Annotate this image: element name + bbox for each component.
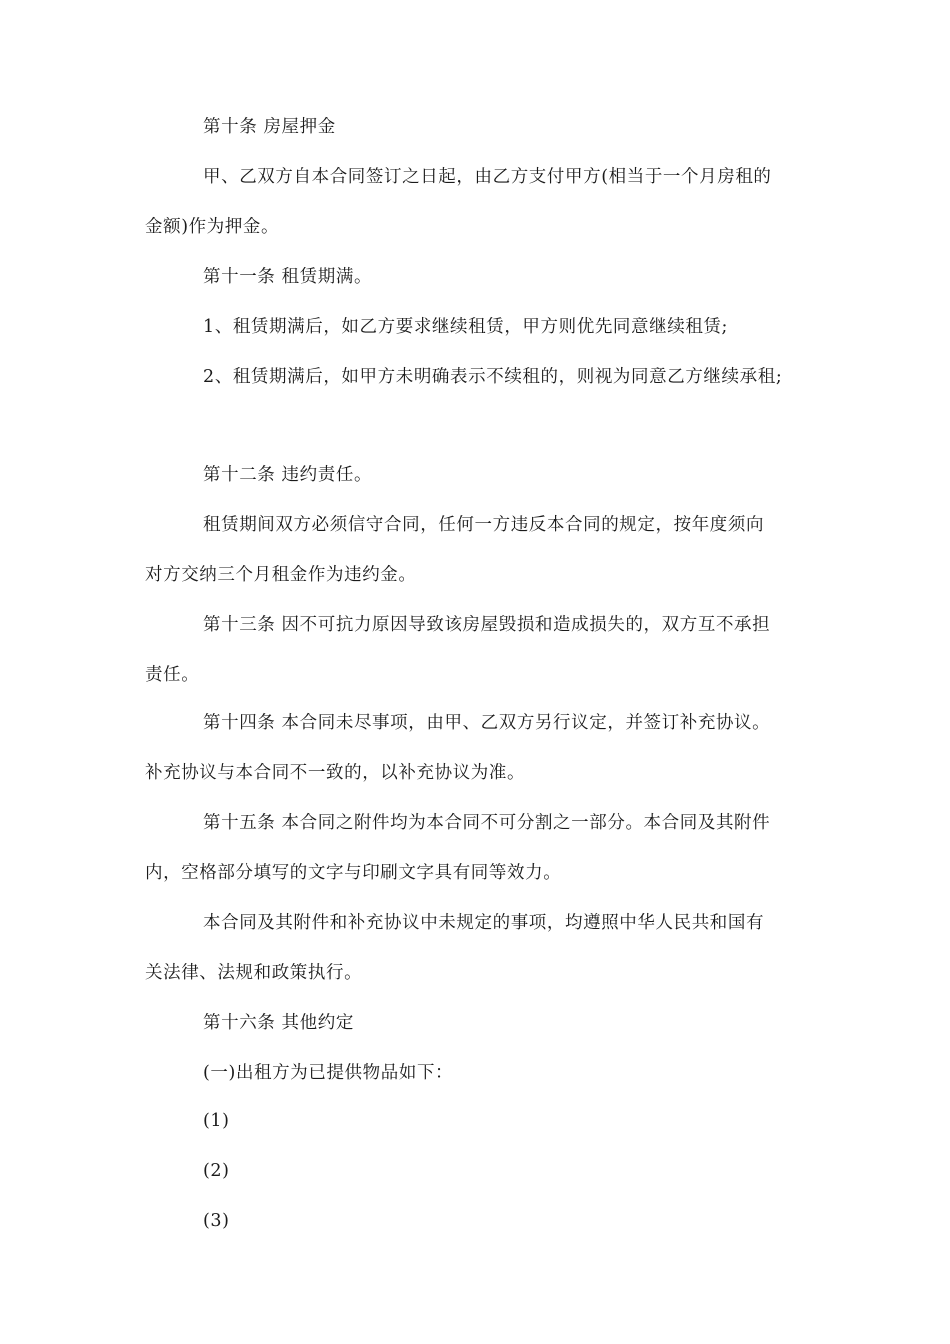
article-11-item-2: [145, 352, 810, 402]
text-line: 对方交纳三个月租金作为违约金。: [145, 565, 417, 585]
text-line: 第十五条 本合同之附件均为本合同不可分割之一部分。本合同及其附件: [203, 813, 771, 833]
article-10-body: [145, 152, 810, 252]
text-line: (1): [203, 1111, 230, 1131]
text-line: 2、租赁期满后，如甲方未明确表示不续租的，则视为同意乙方继续承租;: [203, 367, 783, 387]
text-line: 租赁期间双方必须信守合同，任何一方违反本合同的规定，按年度须向: [203, 515, 765, 535]
text-line: 第十四条 本合同未尽事项，由甲、乙双方另行议定，并签订补充协议。: [203, 713, 771, 733]
text-line: (一)出租方为已提供物品如下：: [203, 1063, 454, 1083]
text-line: 金额)作为押金。: [145, 217, 280, 237]
text-line: 本合同及其附件和补充协议中未规定的事项，均遵照中华人民共和国有: [203, 913, 765, 933]
article-10-heading: [145, 102, 810, 152]
text-line: 第十二条 违约责任。: [203, 465, 373, 485]
article-14: [145, 698, 810, 798]
list-entry-1: [145, 1096, 810, 1146]
text-line: 1、租赁期满后，如乙方要求继续租赁，甲方则优先同意继续租赁;: [203, 317, 729, 337]
article-12-body: [145, 500, 810, 600]
text-line: 甲、乙双方自本合同签订之日起，由乙方支付甲方(相当于一个月房租的: [203, 167, 772, 187]
text-line: 第十条 房屋押金: [203, 117, 336, 137]
article-11-item-1: [145, 302, 810, 352]
article-15-supplement: [145, 898, 810, 998]
text-line: (3): [203, 1211, 230, 1231]
list-entry-3: [145, 1196, 810, 1246]
text-line: 第十三条 因不可抗力原因导致该房屋毁损和造成损失的，双方互不承担: [203, 615, 771, 635]
article-16-item-1: [145, 1048, 810, 1098]
text-line: 补充协议与本合同不一致的，以补充协议为准。: [145, 763, 526, 783]
text-line: 关法律、法规和政策执行。: [145, 963, 363, 983]
text-line: 第十六条 其他约定: [203, 1013, 354, 1033]
text-line: 第十一条 租赁期满。: [203, 267, 373, 287]
article-13: [145, 600, 810, 700]
article-12-heading: [145, 450, 810, 500]
text-line: (2): [203, 1161, 230, 1181]
article-15: [145, 798, 810, 898]
article-11-heading: [145, 252, 810, 302]
list-entry-2: [145, 1146, 810, 1196]
text-line: 责任。: [145, 665, 200, 685]
text-line: 内，空格部分填写的文字与印刷文字具有同等效力。: [145, 863, 562, 883]
article-16-heading: [145, 998, 810, 1048]
